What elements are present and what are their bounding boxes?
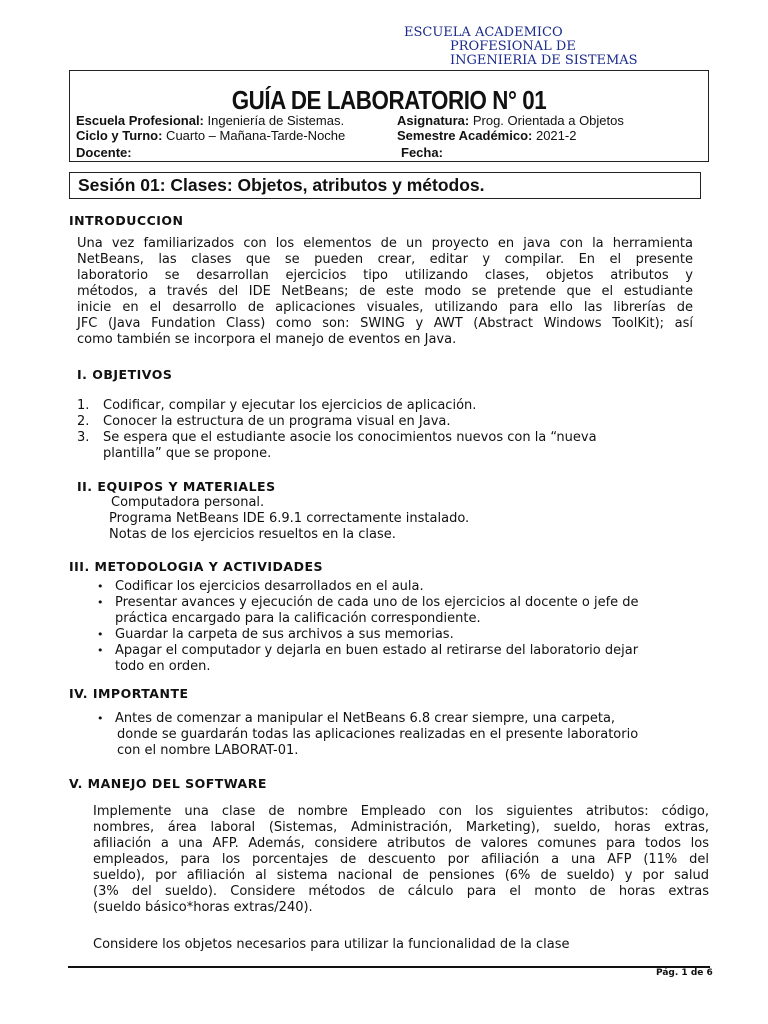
equipos-heading: II. EQUIPOS Y MATERIALES <box>77 479 276 494</box>
software-line: (3% del sueldo). Considere métodos de cálculo para el monto de horas extras <box>93 884 709 899</box>
school-name <box>404 26 638 68</box>
software-line: (sueldo básico*horas extras/240). <box>93 900 313 915</box>
intro-line: inicie en el desarrollo de aplicaciones visuales, utilizando para ello las librerías de <box>77 300 693 315</box>
ciclo-field <box>76 128 345 143</box>
equipos-list <box>109 495 469 543</box>
bullet-item <box>97 627 697 643</box>
page-number: Pág. 1 de 6 <box>656 968 713 978</box>
bullet-text-cont: todo en orden. <box>115 659 211 674</box>
list-number: 3. <box>77 430 90 445</box>
objetivos-list <box>77 398 697 462</box>
software-line: afiliación a una AFP. Además, considere atributos de valores comunes para todos los <box>93 836 709 851</box>
escuela-value: Ingeniería de Sistemas. <box>203 113 345 128</box>
escuela-label: Escuela Profesional: <box>76 113 204 128</box>
intro-line: métodos, a través del IDE NetBeans; de este modo se pretende que el estudiante <box>77 284 693 299</box>
semestre-label: Semestre Académico: <box>397 128 533 143</box>
software-last-line: Considere los objetos necesarios para utilizar la funcionalidad de la clase <box>93 937 570 952</box>
list-item <box>77 430 697 462</box>
equipo-item: Computadora personal. <box>111 495 265 510</box>
list-text-cont: plantilla” que se propone. <box>103 446 272 461</box>
importante-heading: IV. IMPORTANTE <box>69 686 189 701</box>
list-text: Se espera que el estudiante asocie los conocimientos nuevos con la “nueva <box>103 430 597 445</box>
asignatura-field <box>397 113 624 128</box>
list-item <box>77 398 697 414</box>
list-text: Codificar, compilar y ejecutar los ejercicios de aplicación. <box>103 398 477 413</box>
intro-heading: INTRODUCCION <box>69 213 184 228</box>
asignatura-label: Asignatura: <box>397 113 470 128</box>
docente-field <box>76 145 132 160</box>
software-line: Implemente una clase de nombre Empleado con los siguientes atributos: código, <box>93 804 709 819</box>
importante-line-3: con el nombre LABORAT-01. <box>117 743 299 758</box>
intro-line: como también se incorpora el manejo de eventos en Java. <box>77 332 457 347</box>
bullet-text: Codificar los ejercicios desarrollados en el aula. <box>115 579 424 594</box>
intro-line: JFC (Java Fundation Class) como son: SWING y AWT (Abstract Windows ToolKit); así <box>77 316 693 331</box>
equipo-item: Programa NetBeans IDE 6.9.1 correctamente instalado. <box>109 511 470 526</box>
bullet-item <box>97 711 697 759</box>
session-title: Sesión 01: Clases: Objetos, atributos y métodos. <box>69 172 701 199</box>
escuela-field <box>76 113 344 128</box>
bullet-icon: • <box>97 596 104 609</box>
bullet-text-cont: práctica encargado para la calificación correspondiente. <box>115 611 481 626</box>
importante-line-1: Antes de comenzar a manipular el NetBeans 6.8 crear siempre, una carpeta, <box>115 711 616 726</box>
school-line-2: PROFESIONAL DE <box>450 39 576 54</box>
list-number: 2. <box>77 414 90 429</box>
bullet-icon: • <box>97 644 104 657</box>
bullet-text: Apagar el computador y dejarla en buen estado al retirarse del laboratorio dejar <box>115 643 639 658</box>
list-item <box>77 414 697 430</box>
bullet-item <box>97 595 697 627</box>
importante-list <box>97 711 697 759</box>
software-line: empleados, para los porcentajes de descuento por afiliación a una AFP (11% del <box>93 852 709 867</box>
ciclo-label: Ciclo y Turno: <box>76 128 163 143</box>
bullet-text: Guardar la carpeta de sus archivos a sus memorias. <box>115 627 454 642</box>
bullet-text: Presentar avances y ejecución de cada uno de los ejercicios al docente o jefe de <box>115 595 639 610</box>
software-heading: V. MANEJO DEL SOFTWARE <box>69 776 267 791</box>
bullet-item <box>97 579 697 595</box>
intro-line: laboratorio se desarrollan ejercicios tipo utilizando clases, objetos atributos y <box>77 268 693 283</box>
footer-divider <box>68 966 710 968</box>
guide-title: GUÍA DE LABORATORIO N° 01 <box>231 85 547 115</box>
school-line-1: ESCUELA ACADEMICO <box>404 25 563 40</box>
fecha-field <box>401 145 443 160</box>
ciclo-value: Cuarto – Mañana-Tarde-Noche <box>162 128 346 143</box>
list-text: Conocer la estructura de un programa visual en Java. <box>103 414 451 429</box>
fecha-label: Fecha: <box>401 145 443 160</box>
software-line: sueldo), por afiliación al sistema nacional de pensiones (6% de sueldo) y por salud <box>93 868 709 883</box>
intro-paragraph <box>77 236 693 348</box>
bullet-item <box>97 643 697 675</box>
bullet-icon: • <box>97 628 104 641</box>
equipo-item: Notas de los ejercicios resueltos en la clase. <box>109 527 396 542</box>
intro-line: Una vez familiarizados con los elementos de un proyecto en java con la herramienta <box>77 236 693 251</box>
semestre-value: 2021-2 <box>532 128 577 143</box>
semestre-field <box>397 128 576 143</box>
intro-line: NetBeans, las clases que se pueden crear, editar y compilar. En el presente <box>77 252 693 267</box>
metodologia-list <box>97 579 697 675</box>
school-line-3: INGENIERIA DE SISTEMAS <box>450 53 638 68</box>
importante-line-2: donde se guardarán todas las aplicaciones realizadas en el presente laboratorio <box>117 727 639 742</box>
lab-header-box <box>69 70 709 162</box>
bullet-icon: • <box>97 580 104 593</box>
asignatura-value: Prog. Orientada a Objetos <box>469 113 624 128</box>
software-paragraph <box>93 804 709 916</box>
bullet-icon: • <box>97 712 104 725</box>
metodologia-heading: III. METODOLOGIA Y ACTIVIDADES <box>69 559 323 574</box>
objetivos-heading: I. OBJETIVOS <box>77 367 173 382</box>
list-number: 1. <box>77 398 90 413</box>
software-line: nombres, área laboral (Sistemas, Administración, Marketing), sueldo, horas extras, <box>93 820 709 835</box>
docente-label: Docente: <box>76 145 132 160</box>
